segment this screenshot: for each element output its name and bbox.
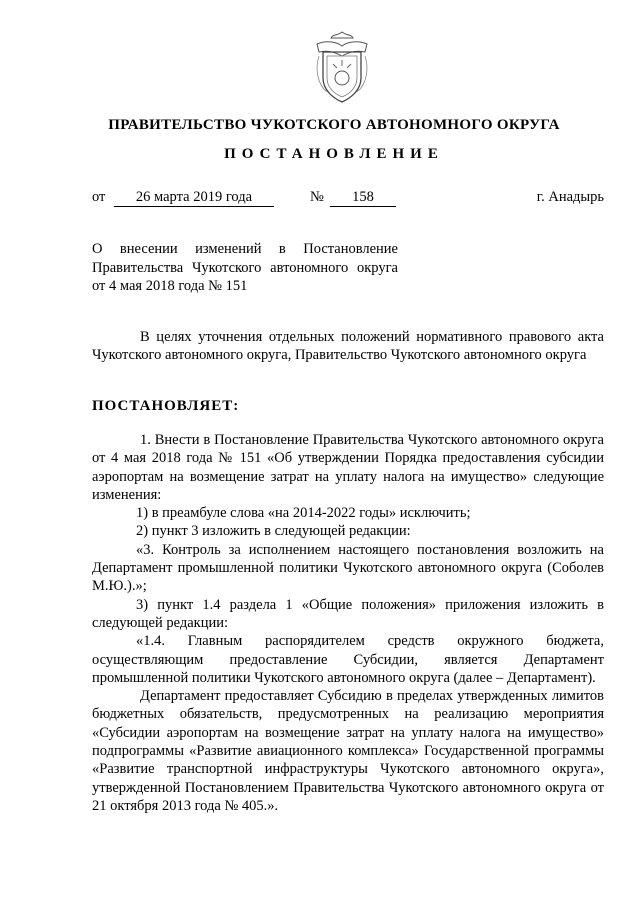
coat-of-arms-icon bbox=[307, 28, 377, 106]
paragraph: 1) в преамбуле слова «на 2014-2022 годы» исключить; bbox=[136, 505, 471, 522]
decree-word: ПОСТАНОВЛЯЕТ: bbox=[92, 398, 240, 414]
document-date: 26 марта 2019 года bbox=[135, 189, 253, 205]
date-underline bbox=[114, 189, 274, 207]
preamble-text: В целях уточнения отдельных положений нормативного правового акта Чукотского автономного округа, Правительство Чукотского автономного округа bbox=[92, 329, 604, 364]
subject-line: О внесении изменений в Постановление bbox=[92, 241, 398, 257]
paragraph: Департамент предоставляет Субсидию в пределах утвержденных лимитов бюджетных обязательств, предусмотренных на реализацию мероприятия «Субсидии аэропортам на возмещение затрат на уплату налога на имущество» подпрограммы «Развитие авиационного комплекса» Государственной программы «Развитие транспортной инфраструктуры Чукотского автономного округа», утвержденной Постановлением Правительства Чукотского автономного округа от 21 октября 2013 года № 405.». bbox=[92, 688, 604, 814]
paragraph: «1.4. Главным распорядителем средств окружного бюджета, осуществляющим предоставление Субсидии, является Департамент промышленной политики Чукотского автономного округа (далее – Департамент). bbox=[92, 633, 604, 686]
paragraph: 3) пункт 1.4 раздела 1 «Общие положения» приложения изложить в следующей редакции: bbox=[92, 596, 604, 631]
document-subject bbox=[92, 240, 398, 296]
document-number: 158 bbox=[352, 189, 374, 205]
organization-title: ПРАВИТЕЛЬСТВО ЧУКОТСКОГО АВТОНОМНОГО ОКРУГА bbox=[108, 117, 560, 133]
paragraph: «3. Контроль за исполнением настоящего постановления возложить на Департамент промышленной политики Чукотского автономного округа (Соболев М.Ю.).»; bbox=[92, 541, 604, 595]
document-meta-row bbox=[92, 189, 604, 209]
document-city: г. Анадырь bbox=[536, 189, 604, 205]
date-prefix: от bbox=[92, 189, 106, 205]
preamble bbox=[92, 328, 604, 365]
paragraph: 2) пункт 3 изложить в следующей редакции: bbox=[136, 523, 411, 540]
number-prefix: № bbox=[310, 189, 324, 205]
number-underline bbox=[330, 189, 396, 207]
subject-line: от 4 мая 2018 года № 151 bbox=[92, 278, 248, 294]
paragraph: 1. Внести в Постановление Правительства Чукотского автономного округа от 4 мая 2018 года № 151 «Об утверждении Порядка предоставления субсидии аэропортам на возмещение затрат на уплату налога на имущество» следующие изменения: bbox=[92, 432, 604, 503]
document-body bbox=[92, 431, 604, 815]
document-type: ПОСТАНОВЛЕНИЕ bbox=[224, 146, 444, 162]
subject-line: Правительства Чукотского автономного округа bbox=[92, 259, 398, 276]
